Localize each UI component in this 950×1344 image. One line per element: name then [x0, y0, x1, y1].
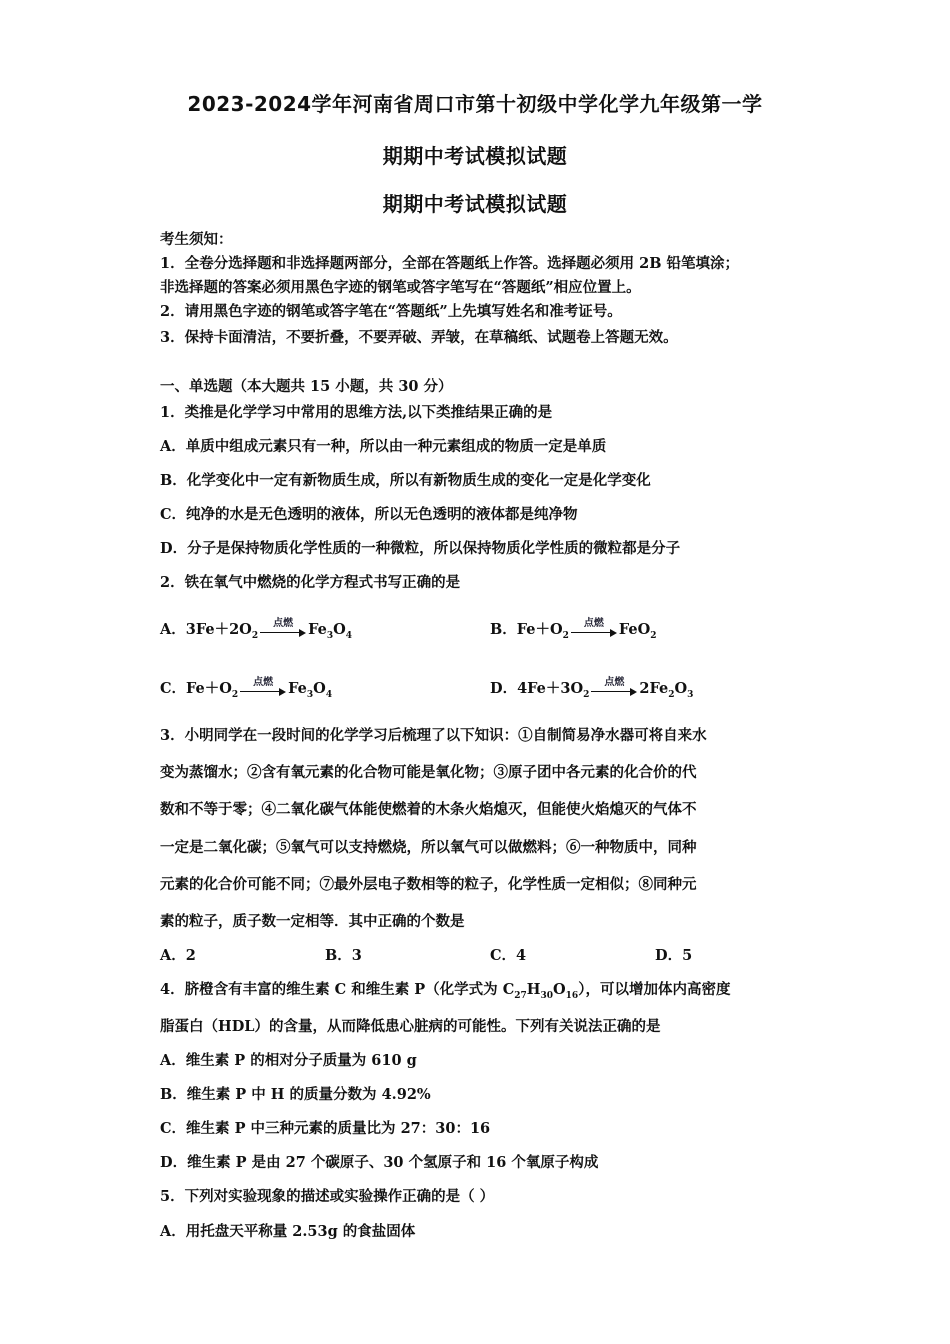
reaction-arrow-icon: 点燃 — [240, 683, 286, 695]
option-b: B．化学变化中一定有新物质生成，所以有新物质生成的变化一定是化学变化 — [160, 472, 651, 489]
option-a: A．2 — [160, 947, 196, 964]
equation-option-d: D．$4Fe+3O_2$ 点燃 $2Fe_2O_3$ — [490, 677, 694, 700]
option-d: D．分子是保持物质化学性质的一种微粒，所以保持物质化学性质的微粒都是分子 — [160, 540, 681, 557]
reaction-arrow-icon: 点燃 — [260, 624, 306, 636]
option-a: A．单质中组成元素只有一种，所以由一种元素组成的物质一定是单质 — [160, 438, 607, 455]
question-stem: 3．小明同学在一段时间的化学学习后梳理了以下知识：①自制简易净水器可将自来水 — [160, 727, 707, 744]
question-stem: 数和不等于零；④二氧化碳气体能使燃着的木条火焰熄灭，但能使火焰熄灭的气体不 — [160, 801, 697, 818]
reaction-arrow-icon: 点燃 — [571, 624, 617, 636]
option-d: D．5 — [655, 947, 693, 964]
page-title-cont: 期期中考试模拟试题 — [382, 144, 568, 168]
option-c: C．纯净的水是无色透明的液体，所以无色透明的液体都是纯净物 — [160, 506, 578, 523]
option-c: C．维生素 P 中三种元素的质量比为 27：30：16 — [160, 1120, 491, 1137]
option-b: B．维生素 P 中 H 的质量分数为 4.92% — [160, 1086, 431, 1103]
equation-option-b: B．$Fe+O_2$ 点燃 FeO$_2$ — [490, 618, 657, 641]
equation-option-c: C．$Fe+O_2$ 点燃 $Fe_3O_4$ — [160, 677, 333, 700]
notice-heading: 考生须知： — [160, 231, 233, 248]
question-stem: 素的粒子，质子数一定相等．其中正确的个数是 — [160, 913, 465, 930]
reaction-arrow-icon: 点燃 — [591, 683, 637, 695]
question-stem: 脂蛋白（HDL）的含量，从而降低患心脏病的可能性。下列有关说法正确的是 — [160, 1018, 661, 1035]
notice-line: 3．保持卡面清洁，不要折叠，不要弄破、弄皱，在草稿纸、试题卷上答题无效。 — [160, 329, 678, 346]
section-heading: 一、单选题（本大题共 15 小题，共 30 分） — [160, 378, 453, 395]
option-d: D．维生素 P 是由 27 个碳原子、30 个氢原子和 16 个氧原子构成 — [160, 1154, 599, 1171]
notice-line: 1．全卷分选择题和非选择题两部分，全部在答题纸上作答。选择题必须用 2B 铅笔填涂； — [160, 255, 740, 272]
question-stem: 一定是二氧化碳；⑤氧气可以支持燃烧，所以氧气可以做燃料；⑥一种物质中，同种 — [160, 839, 697, 856]
equation-option-a: A．$3Fe+2O_2$ 点燃 $Fe_3O_4$ — [160, 618, 352, 641]
question-stem: 元素的化合价可能不同；⑦最外层电子数相等的粒子，化学性质一定相似；⑧同种元 — [160, 876, 697, 893]
option-c: C．4 — [490, 947, 527, 964]
question-stem: 4．脐橙含有丰富的维生素 C 和维生素 P（化学式为 $C_{27}H_{30}O_{16}$），可以增加体内高密度 — [160, 981, 731, 1001]
option-b: B．3 — [325, 947, 362, 964]
notice-line: 2．请用黑色字迹的钢笔或答字笔在“答题纸”上先填写姓名和准考证号。 — [160, 303, 622, 320]
page-title: 2023-2024学年河南省周口市第十初级中学化学九年级第一学 — [187, 92, 763, 116]
option-a: A．用托盘天平称量 2.53g 的食盐固体 — [160, 1223, 416, 1240]
question-stem: 1．类推是化学学习中常用的思维方法,以下类推结果正确的是 — [160, 404, 553, 421]
notice-line: 非选择题的答案必须用黑色字迹的钢笔或答字笔写在“答题纸”相应位置上。 — [160, 279, 641, 296]
page-subtitle: 期期中考试模拟试题 — [382, 192, 568, 216]
question-stem: 变为蒸馏水；②含有氧元素的化合物可能是氧化物；③原子团中各元素的化合价的代 — [160, 764, 697, 781]
question-stem: 5．下列对实验现象的描述或实验操作正确的是（ ） — [160, 1188, 495, 1205]
question-stem: 2．铁在氧气中燃烧的化学方程式书写正确的是 — [160, 574, 461, 591]
option-a: A．维生素 P 的相对分子质量为 610 g — [160, 1052, 417, 1069]
